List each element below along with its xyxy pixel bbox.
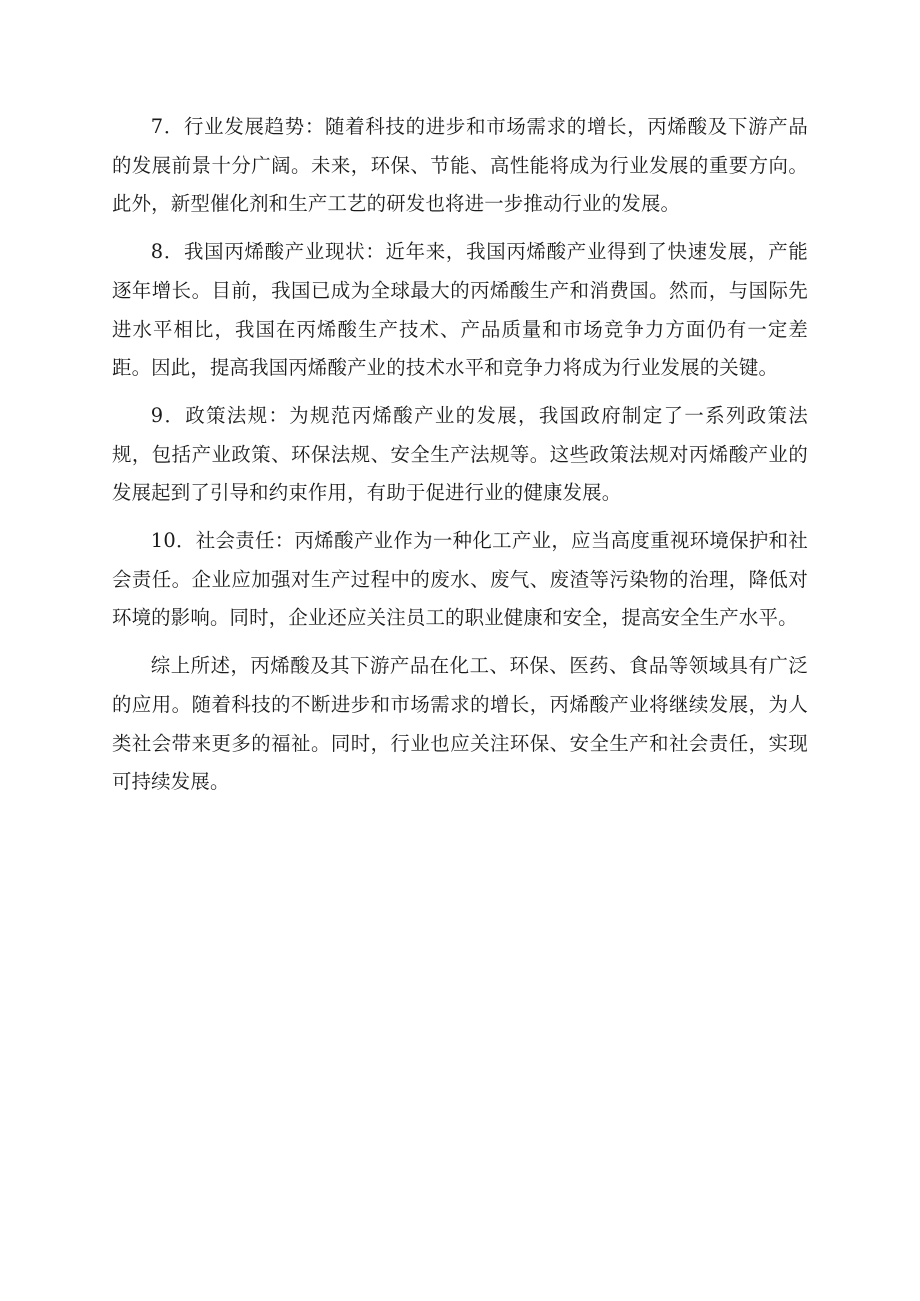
document-body <box>112 108 808 811</box>
paragraph-summary: 综上所述，丙烯酸及其下游产品在化工、环保、医药、食品等领域具有广泛的应用。随着科技的不断进步和市场需求的增长，丙烯酸产业将继续发展，为人类社会带来更多的福祉。同时，行业也应关注环保、安全生产和社会责任，实现可持续发展。 <box>112 654 808 794</box>
paragraph-policy-regulations: 9．政策法规：为规范丙烯酸产业的发展，我国政府制定了一系列政策法规，包括产业政策、环保法规、安全生产法规等。这些政策法规对丙烯酸产业的发展起到了引导和约束作用，有助于促进行业的健康发展。 <box>112 403 808 505</box>
paragraph-industry-trends: 7．行业发展趋势：随着科技的进步和市场需求的增长，丙烯酸及下游产品的发展前景十分广阔。未来，环保、节能、高性能将成为行业发展的重要方向。此外，新型催化剂和生产工艺的研发也将进一步推动行业的发展。 <box>112 115 808 216</box>
paragraph-social-responsibility: 10．社会责任：丙烯酸产业作为一种化工产业，应当高度重视环境保护和社会责任。企业应加强对生产过程中的废水、废气、废渣等污染物的治理，降低对环境的影响。同时，企业还应关注员工的职业健康和安全，提高安全生产水平。 <box>112 529 808 630</box>
paragraph-domestic-status: 8．我国丙烯酸产业现状：近年来，我国丙烯酸产业得到了快速发展，产能逐年增长。目前，我国已成为全球最大的丙烯酸生产和消费国。然而，与国际先进水平相比，我国在丙烯酸生产技术、产品质量和市场竞争力方面仍有一定差距。因此，提高我国丙烯酸产业的技术水平和竞争力将成为行业发展的关键。 <box>112 240 808 380</box>
